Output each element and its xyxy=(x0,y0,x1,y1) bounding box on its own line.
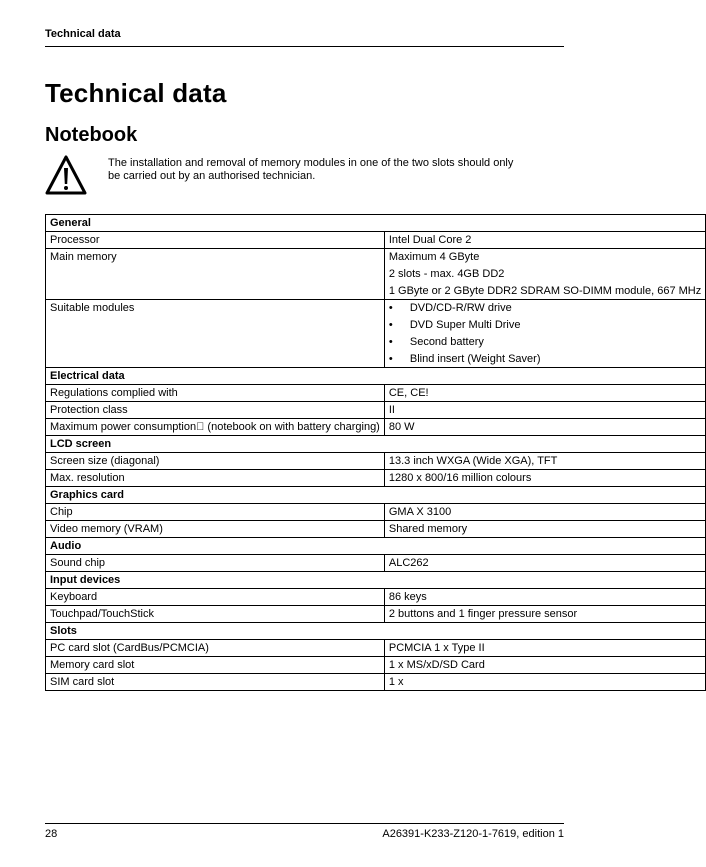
row-label: PC card slot (CardBus/PCMCIA) xyxy=(46,640,385,657)
table-section-graphics xyxy=(46,487,706,504)
page-number: 28 xyxy=(45,828,58,840)
row-label: Keyboard xyxy=(46,589,385,606)
table-section-electrical xyxy=(46,368,706,385)
table-row xyxy=(46,300,706,368)
row-value: 2 buttons and 1 finger pressure sensor xyxy=(384,606,705,623)
value-line: 2 slots - max. 4GB DD2 xyxy=(388,268,505,280)
warning-text: The installation and removal of memory modules in one of the two slots should only be carried out by an authorised technician. xyxy=(108,157,514,182)
table-row xyxy=(46,385,706,402)
row-label: Sound chip xyxy=(46,555,385,572)
table-row xyxy=(46,504,706,521)
row-label: Memory card slot xyxy=(46,657,385,674)
row-value: 80 W xyxy=(384,419,705,436)
row-label: Max. resolution xyxy=(46,470,385,487)
table-row xyxy=(46,555,706,572)
section-heading: Graphics card xyxy=(46,487,706,504)
table-section-lcd xyxy=(46,436,706,453)
value-line: Maximum 4 GByte xyxy=(388,251,480,263)
list-item xyxy=(389,302,701,315)
table-row xyxy=(46,589,706,606)
row-label: Maximum power consumption  (notebook on with battery charging) xyxy=(46,419,385,436)
row-label: Main memory xyxy=(46,249,385,300)
row-value: 86 keys xyxy=(384,589,705,606)
row-value: GMA X 3100 xyxy=(384,504,705,521)
section-heading: Input devices xyxy=(46,572,706,589)
section-title: Notebook xyxy=(45,124,138,146)
row-value: 1 x xyxy=(384,674,705,691)
bullet-glyph: • xyxy=(388,302,393,314)
table-row xyxy=(46,521,706,538)
row-label: Screen size (diagonal) xyxy=(46,453,385,470)
row-label: Suitable modules xyxy=(46,300,385,368)
table-row xyxy=(46,606,706,623)
section-heading: LCD screen xyxy=(46,436,706,453)
row-value: CE, CE! xyxy=(384,385,705,402)
row-value: 13.3 inch WXGA (Wide XGA), TFT xyxy=(384,453,705,470)
row-label: Touchpad/TouchStick xyxy=(46,606,385,623)
row-value: II xyxy=(384,402,705,419)
list-item-text: DVD Super Multi Drive xyxy=(409,319,521,331)
row-label: SIM card slot xyxy=(46,674,385,691)
document-id: A26391-K233-Z120-1-7619, edition 1 xyxy=(382,828,564,840)
section-heading: Slots xyxy=(46,623,706,640)
list-item-text: DVD/CD-R/RW drive xyxy=(409,302,512,314)
value-line: 1 GByte or 2 GByte DDR2 SDRAM SO-DIMM module, 667 MHz xyxy=(388,285,702,297)
table-row xyxy=(46,402,706,419)
row-value: PCMCIA 1 x Type II xyxy=(384,640,705,657)
row-label: Video memory (VRAM) xyxy=(46,521,385,538)
row-value xyxy=(384,249,705,300)
row-value: 1 x MS/xD/SD Card xyxy=(384,657,705,674)
row-label: Chip xyxy=(46,504,385,521)
row-value: Intel Dual Core 2 xyxy=(384,232,705,249)
row-value: 1280 x 800/16 million colours xyxy=(384,470,705,487)
table-row xyxy=(46,249,706,300)
list-item xyxy=(389,319,701,332)
section-heading: General xyxy=(46,215,706,232)
row-value xyxy=(384,300,705,368)
table-row xyxy=(46,674,706,691)
row-value: Shared memory xyxy=(384,521,705,538)
bullet-glyph: • xyxy=(388,319,393,331)
page-title: Technical data xyxy=(45,78,227,108)
table-section-input xyxy=(46,572,706,589)
spec-table xyxy=(45,214,706,691)
warning-icon xyxy=(45,154,87,196)
row-label: Processor xyxy=(46,232,385,249)
table-row xyxy=(46,640,706,657)
bullet-glyph: • xyxy=(388,353,393,365)
footer-rule xyxy=(45,823,564,824)
list-item-text: Second battery xyxy=(409,336,484,348)
table-section-audio xyxy=(46,538,706,555)
table-row xyxy=(46,419,706,436)
table-section-slots xyxy=(46,623,706,640)
row-value: ALC262 xyxy=(384,555,705,572)
list-item xyxy=(389,353,701,366)
table-row xyxy=(46,232,706,249)
list-item-text: Blind insert (Weight Saver) xyxy=(409,353,541,365)
table-row xyxy=(46,470,706,487)
header-rule xyxy=(45,46,564,47)
section-heading: Electrical data xyxy=(46,368,706,385)
bullet-glyph: • xyxy=(388,336,393,348)
table-section-general xyxy=(46,215,706,232)
row-label: Protection class xyxy=(46,402,385,419)
section-heading: Audio xyxy=(46,538,706,555)
list-item xyxy=(389,336,701,349)
table-row xyxy=(46,657,706,674)
running-header: Technical data xyxy=(45,28,121,40)
row-label: Regulations complied with xyxy=(46,385,385,402)
table-row xyxy=(46,453,706,470)
